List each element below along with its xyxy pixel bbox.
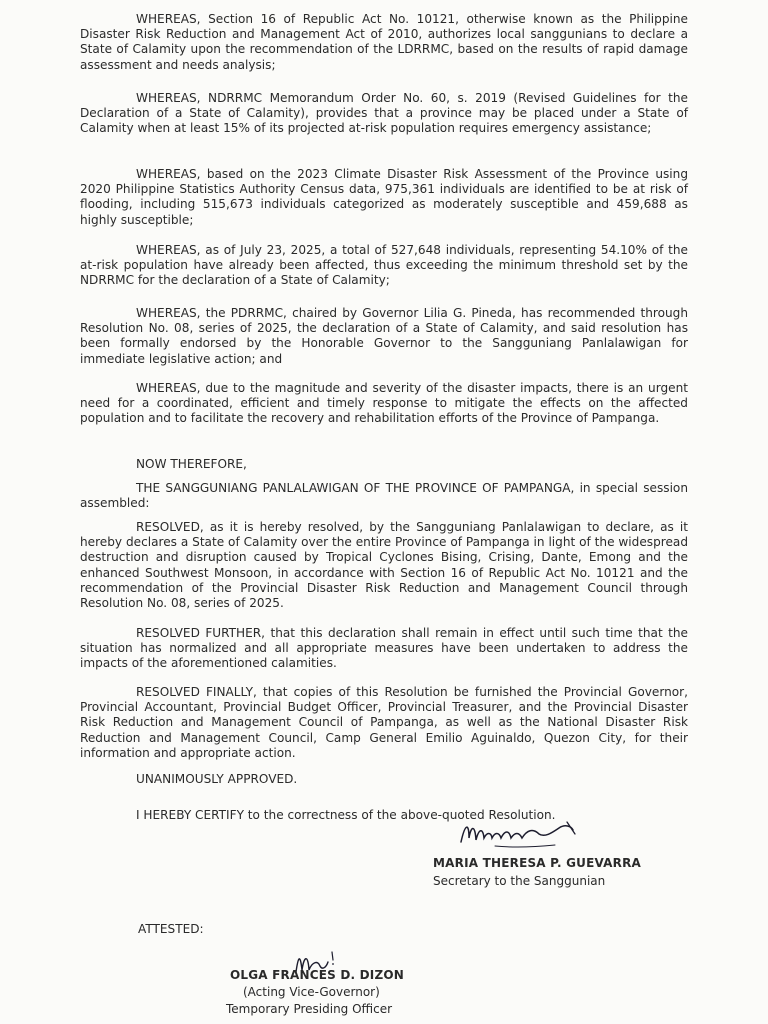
certification-statement: I HEREBY CERTIFY to the correctness of the above-quoted Resolution. <box>136 808 556 822</box>
sangguniang-assembled: THE SANGGUNIANG PANLALAWIGAN OF THE PROVINCE OF PAMPANGA, in special session assembled: <box>80 481 688 511</box>
now-therefore: NOW THEREFORE, <box>136 457 247 471</box>
secretary-name: MARIA THERESA P. GUEVARRA <box>433 856 642 870</box>
secretary-signature <box>455 818 585 852</box>
whereas-ndrrmc-memo: WHEREAS, NDRRMC Memorandum Order No. 60, s. 2019 (Revised Guidelines for the Declaration of a State of Calamity), provides that a province may be placed under a State of Calamity when at least 15% of its projected at-risk population requires emergency assistance; <box>80 91 688 136</box>
whereas-pdrrmc-recommendation: WHEREAS, the PDRRMC, chaired by Governor Lilia G. Pineda, has recommended through Resolution No. 08, series of 2025, the declaration of a State of Calamity, and said resolution has been formally endorsed by the Honorable Governor to the Sangguniang Panlalawigan for immediate legislative action; and <box>80 306 688 366</box>
unanimously-approved: UNANIMOUSLY APPROVED. <box>136 772 298 786</box>
vice-governor-name: OLGA FRANCES D. DIZON <box>230 968 405 982</box>
whereas-urgent-need: WHEREAS, due to the magnitude and severity of the disaster impacts, there is an urgent need for a coordinated, efficient and timely response to mitigate the effects on the affected population and to facilitate the recovery and rehabilitation efforts of the Province of Pampanga. <box>80 381 688 426</box>
resolved-further: RESOLVED FURTHER, that this declaration shall remain in effect until such time that the situation has normalized and all appropriate measures have been undertaken to address the impacts of the aforementioned calamities. <box>80 626 688 671</box>
whereas-affected-population: WHEREAS, as of July 23, 2025, a total of 527,648 individuals, representing 54.10% of the at-risk population have already been affected, thus exceeding the minimum threshold set by the NDRRMC for the declaration of a State of Calamity; <box>80 243 688 288</box>
secretary-title: Secretary to the Sanggunian <box>433 874 606 888</box>
whereas-section-16: WHEREAS, Section 16 of Republic Act No. 10121, otherwise known as the Philippine Disaster Risk Reduction and Management Act of 2010, authorizes local sanggunians to declare a State of Calamity upon the recommendation of the LDRRMC, based on the results of rapid damage assessment and needs analysis; <box>80 12 688 72</box>
attested-label: ATTESTED: <box>138 922 204 936</box>
whereas-risk-assessment: WHEREAS, based on the 2023 Climate Disaster Risk Assessment of the Province using 2020 Philippine Statistics Authority Census data, 975,361 individuals are identified to be at risk of flooding, including 515,673 individuals categorized as moderately susceptible and 459,688 as highly susceptible; <box>80 167 688 227</box>
resolved-finally: RESOLVED FINALLY, that copies of this Resolution be furnished the Provincial Governor, Provincial Accountant, Provincial Budget Officer, Provincial Treasurer, and the Provincial Disaster Risk Reduction and Management Council of Pampanga, as well as the National Disaster Risk Reduction and Management Council, Camp General Emilio Aguinaldo, Quezon City, for their information and appropriate action. <box>80 685 688 760</box>
vice-governor-role: (Acting Vice-Governor) <box>243 985 380 999</box>
resolved-declaration: RESOLVED, as it is hereby resolved, by the Sangguniang Panlalawigan to declare, as it hereby declares a State of Calamity over the entire Province of Pampanga in light of the widespread destruction and disruption caused by Tropical Cyclones Bising, Crising, Dante, Emong and the enhanced Southwest Monsoon, in accordance with Section 16 of Republic Act No. 10121 and the recommendation of the Provincial Disaster Risk Reduction and Management Council through Resolution No. 08, series of 2025. <box>80 520 688 611</box>
vice-governor-title: Temporary Presiding Officer <box>226 1002 393 1016</box>
